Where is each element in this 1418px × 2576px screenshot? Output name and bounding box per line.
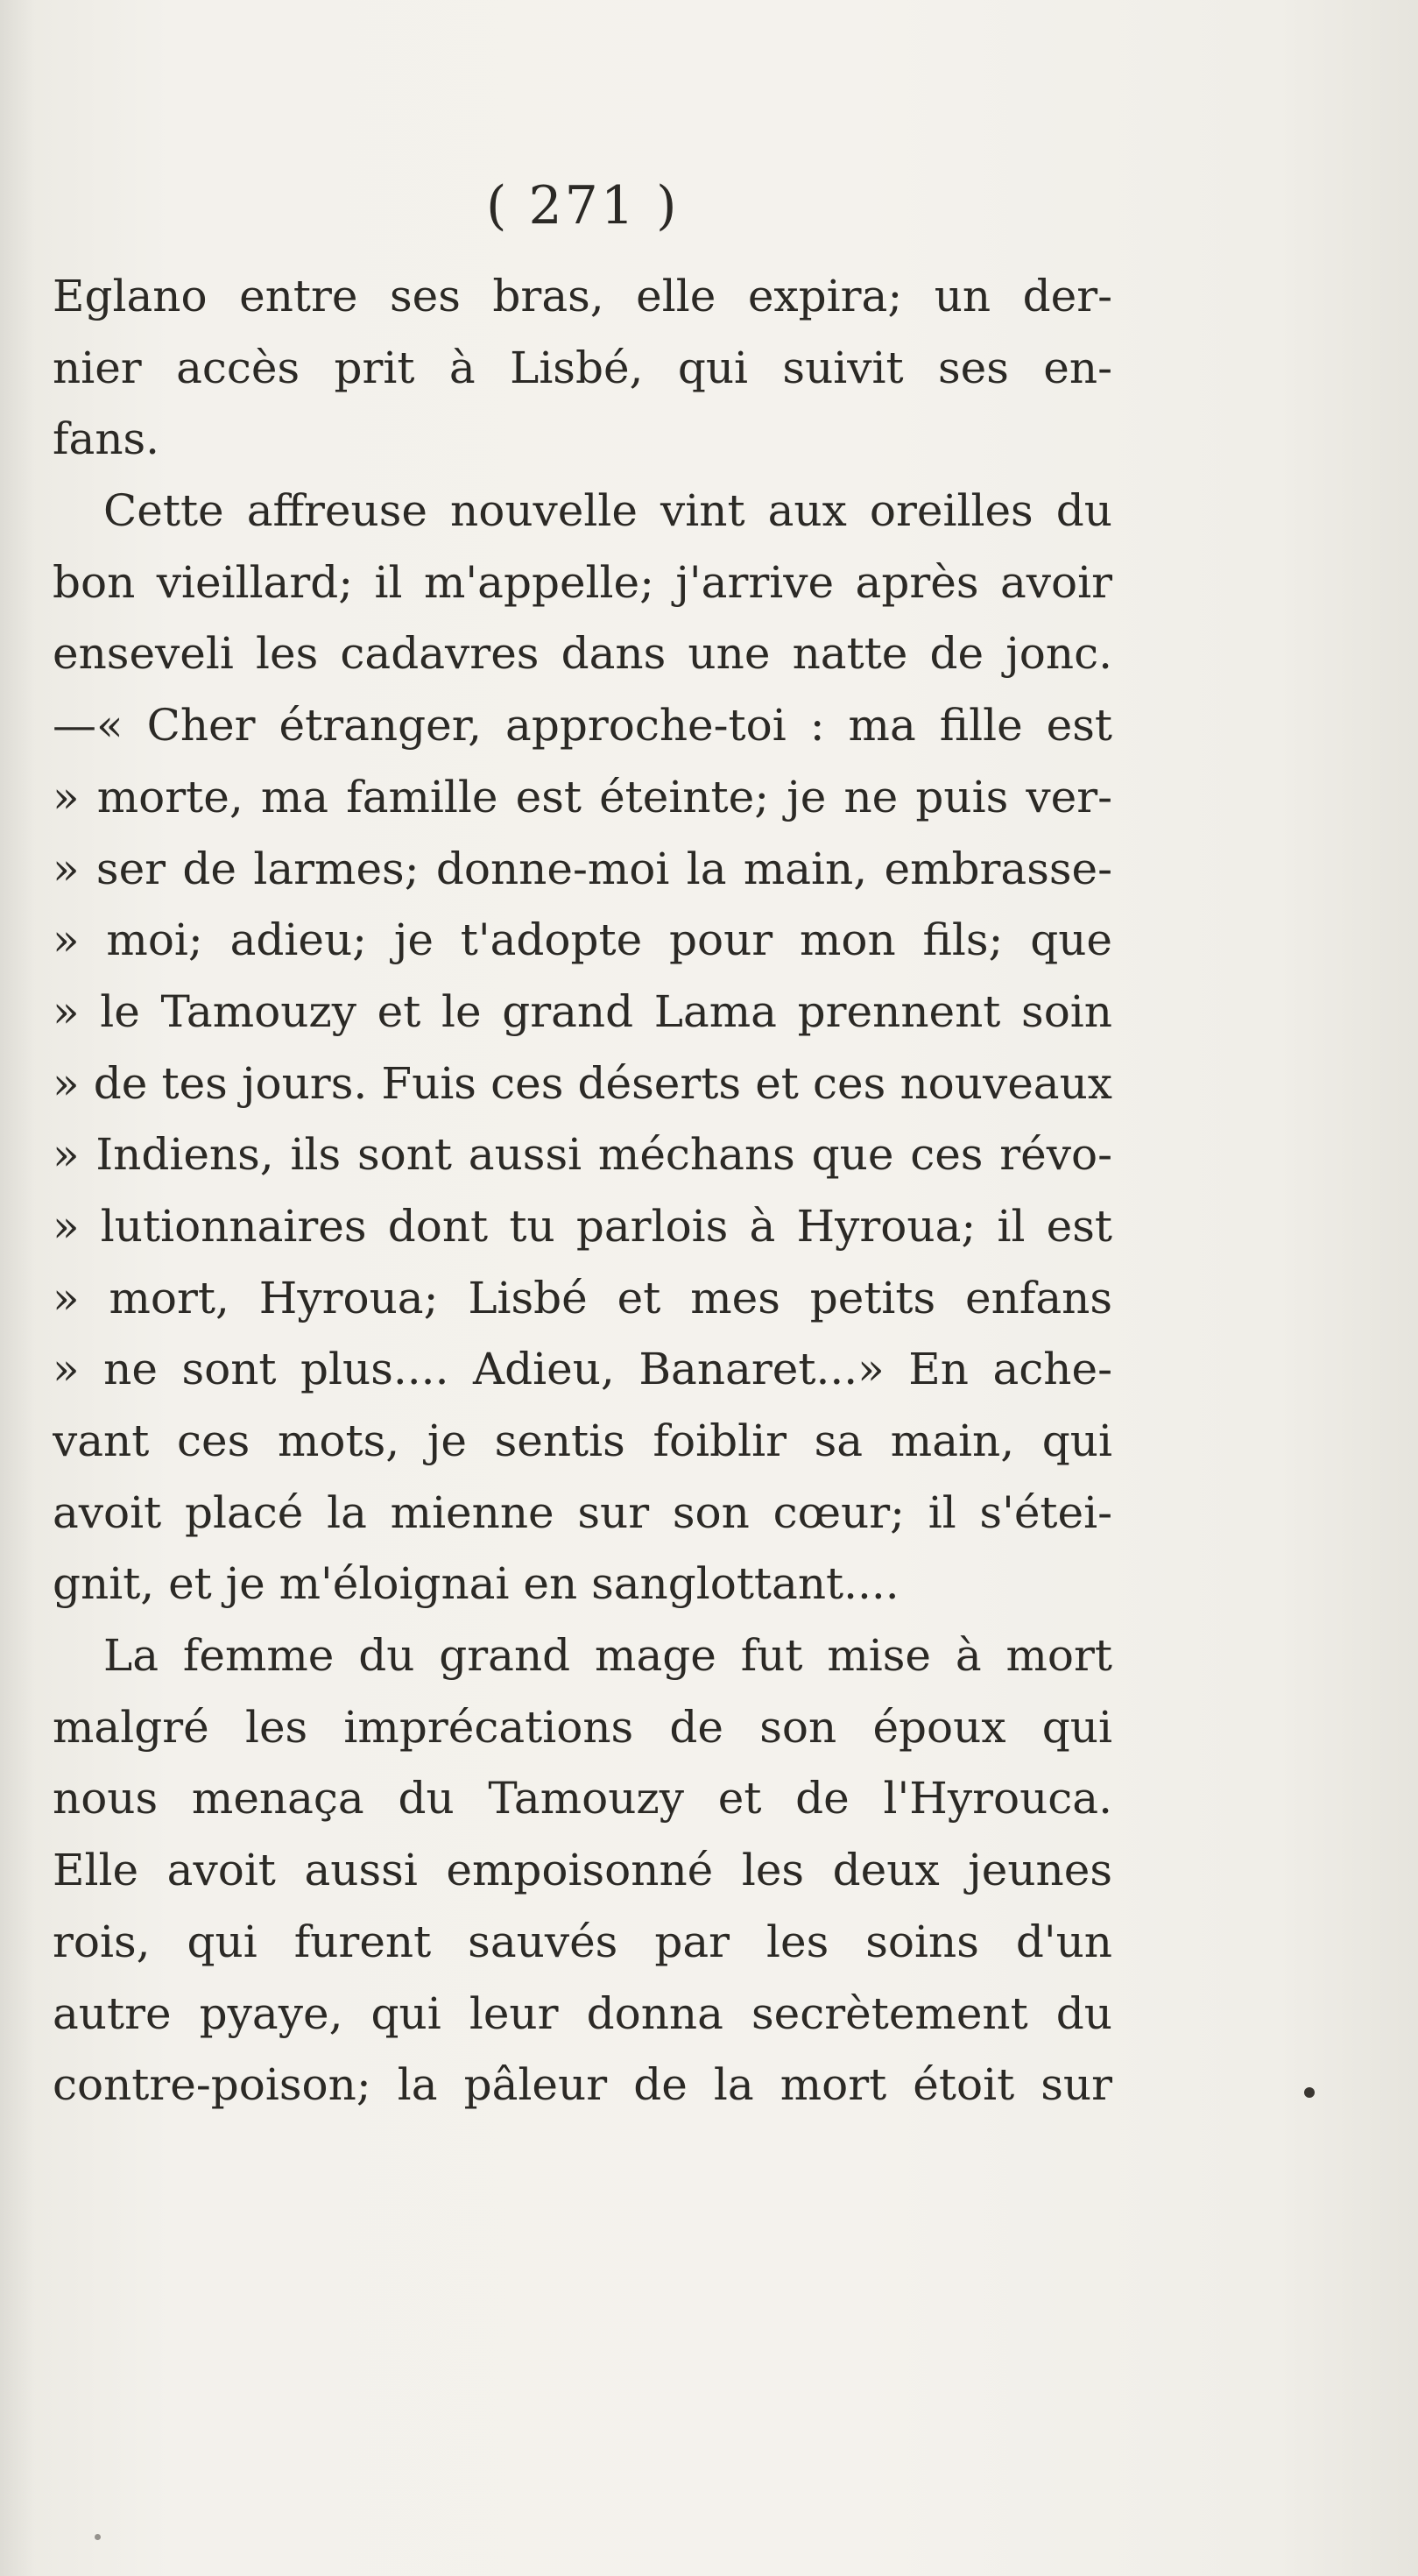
text-line: » morte, ma famille est éteinte; je ne puis ver- — [53, 771, 1112, 822]
page-gutter-shadow — [0, 0, 35, 2576]
text-line: contre-poison; la pâleur de la mort étoit sur — [53, 2059, 1112, 2111]
text-line: La femme du grand mage fut mise à mort — [103, 1630, 1112, 1682]
ink-speck — [95, 2534, 101, 2540]
text-line: Elle avoit aussi empoisonné les deux jeunes — [53, 1845, 1112, 1896]
text-line: nier accès prit à Lisbé, qui suivit ses en- — [53, 342, 1112, 393]
page-number: ( 271 ) — [486, 175, 680, 236]
ink-speck — [1304, 2087, 1315, 2098]
text-line: Eglano entre ses bras, elle expira; un der- — [53, 271, 1112, 321]
text-line: » ser de larmes; donne-moi la main, embrasse- — [53, 843, 1112, 894]
text-line: bon vieillard; il m'appelle; j'arrive après avoir — [53, 556, 1112, 608]
text-line: » le Tamouzy et le grand Lama prennent soin — [53, 985, 1112, 1037]
text-line: nous menaça du Tamouzy et de l'Hyrouca. — [53, 1773, 1112, 1824]
text-line: —« Cher étranger, approche-toi : ma fille est — [53, 700, 1112, 752]
text-line: gnit, et je m'éloignai en sanglottant.... — [53, 1558, 899, 1610]
text-line: » lutionnaires dont tu parlois à Hyroua; il est — [53, 1200, 1112, 1252]
text-line: malgré les imprécations de son époux qui — [53, 1701, 1112, 1753]
text-line: » ne sont plus.... Adieu, Banaret...» En ache- — [53, 1344, 1112, 1395]
text-line: » mort, Hyroua; Lisbé et mes petits enfans — [53, 1272, 1112, 1323]
text-line: enseveli les cadavres dans une natte de jonc. — [53, 628, 1112, 680]
text-line: avoit placé la mienne sur son cœur; il s'étei- — [53, 1486, 1112, 1538]
text-line: » moi; adieu; je t'adopte pour mon fils; que — [53, 914, 1112, 966]
body-text — [53, 261, 1112, 2121]
text-line: vant ces mots, je sentis foiblir sa main, qui — [53, 1415, 1112, 1466]
text-line: autre pyaye, qui leur donna secrètement du — [53, 1987, 1112, 2039]
text-line: » de tes jours. Fuis ces déserts et ces nouveaux — [53, 1057, 1112, 1109]
text-line: » Indiens, ils sont aussi méchans que ces révo- — [53, 1129, 1112, 1181]
text-line: rois, qui furent sauvés par les soins d'un — [53, 1916, 1112, 1967]
text-line: Cette affreuse nouvelle vint aux oreilles du — [103, 485, 1112, 537]
text-line: fans. — [53, 413, 160, 465]
